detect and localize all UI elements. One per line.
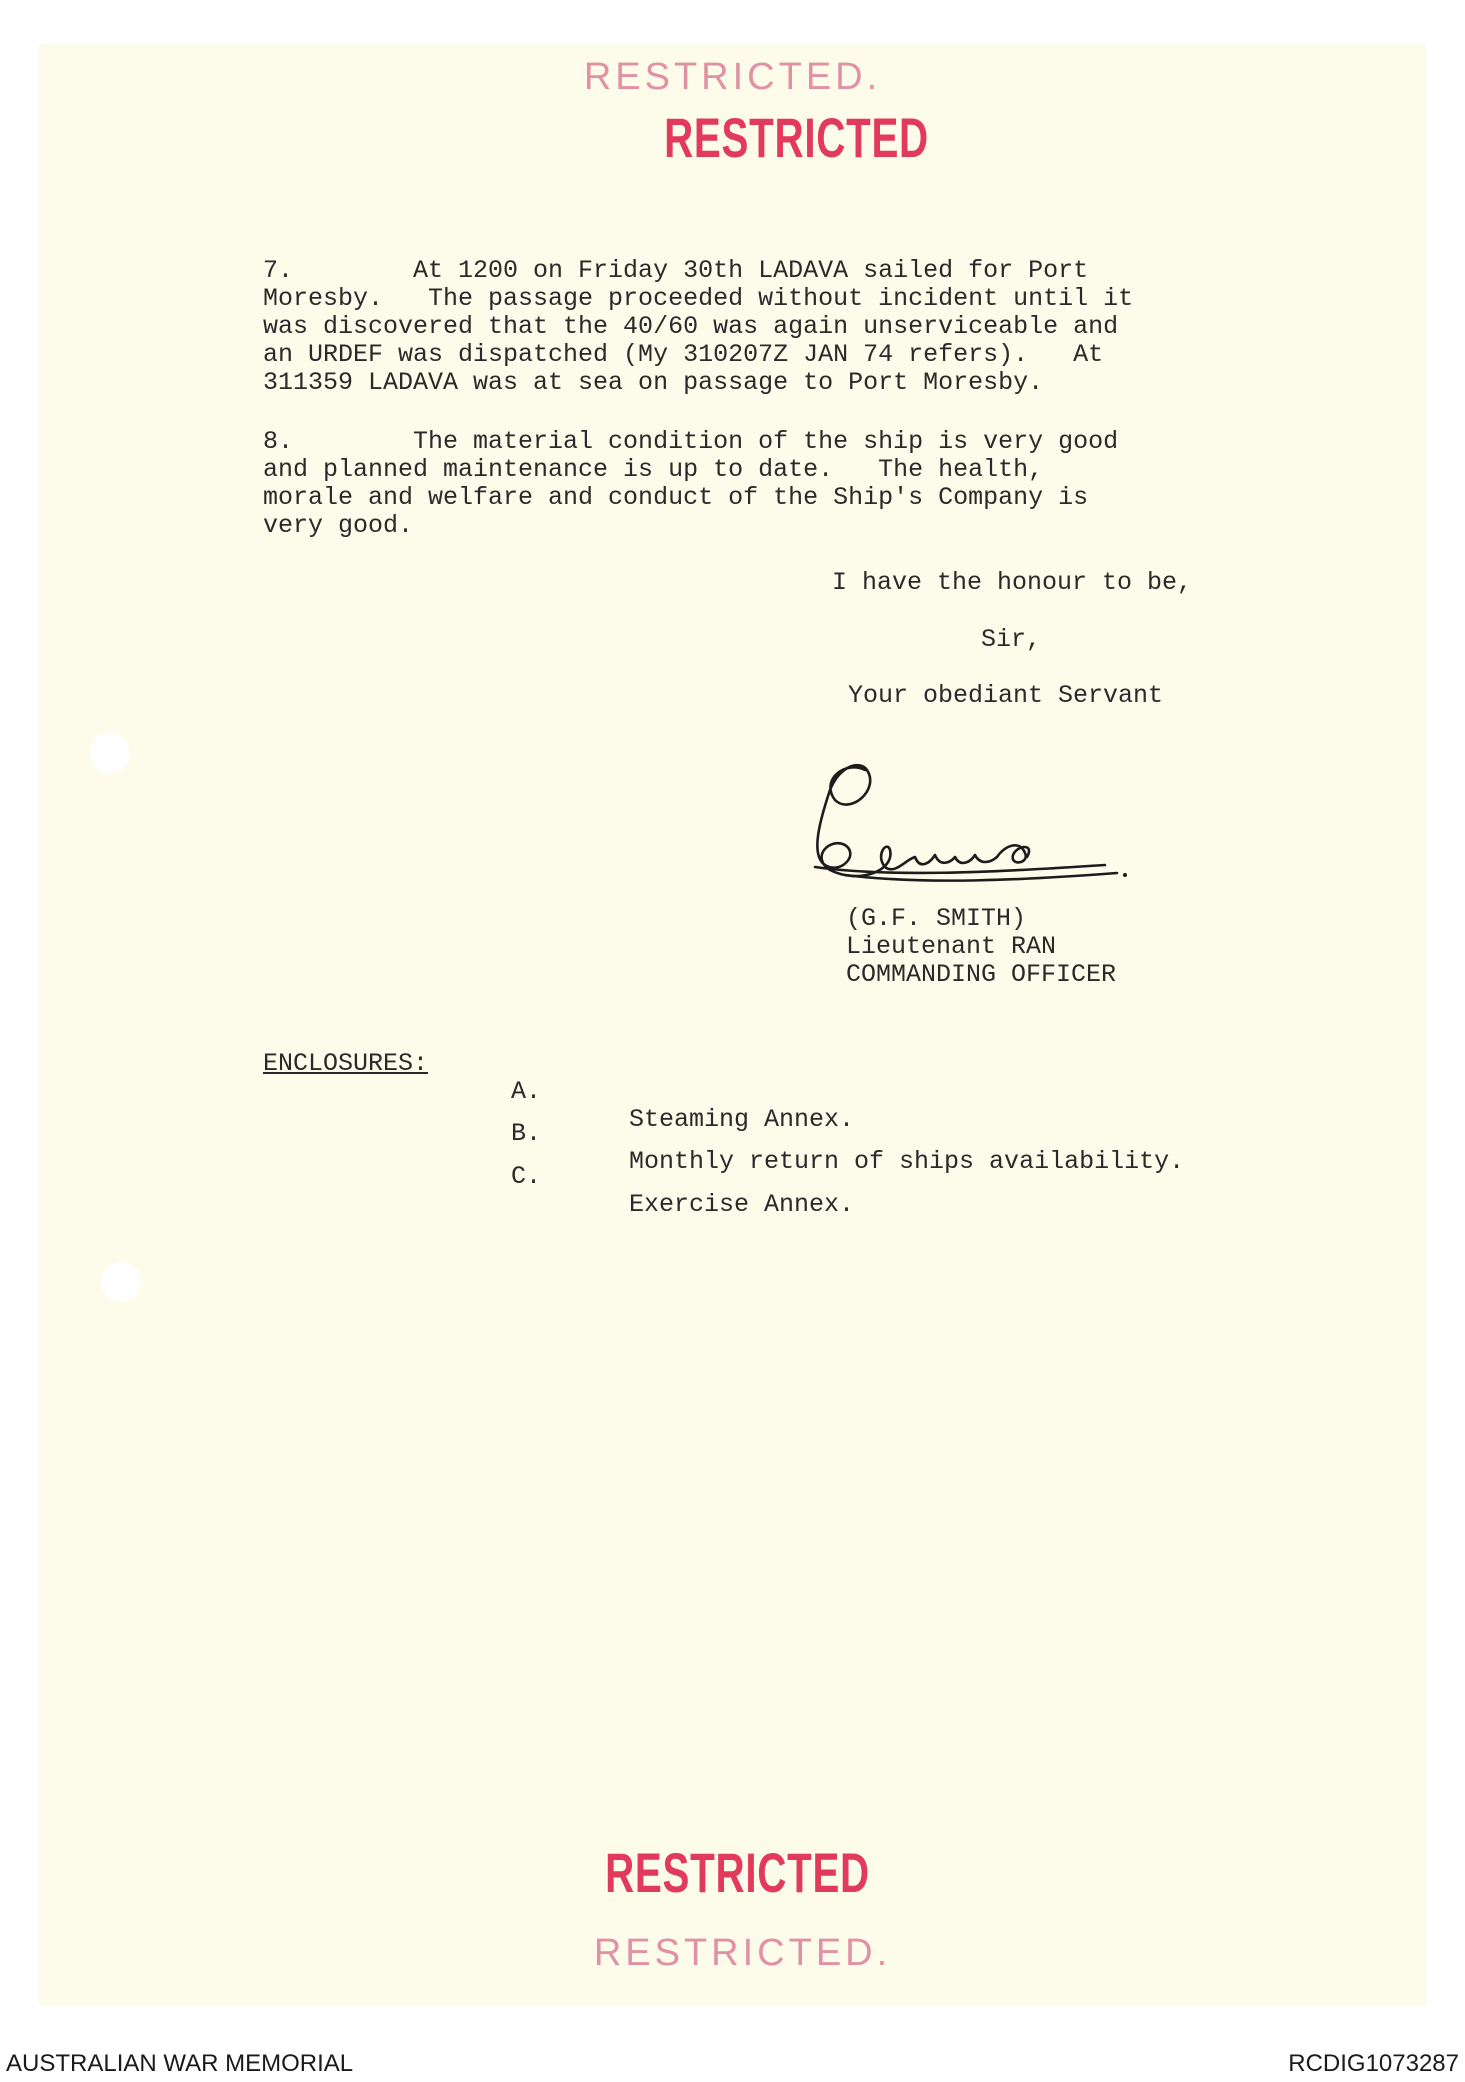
paragraph-line: Moresby. The passage proceeded without incident until it bbox=[263, 284, 1134, 313]
enclosure-letter: C. bbox=[511, 1162, 542, 1191]
closing-salutation: Sir, bbox=[981, 625, 1042, 654]
enclosure-text: Monthly return of ships availability. bbox=[629, 1147, 1185, 1176]
signatory-rank: Lieutenant RAN bbox=[846, 932, 1057, 961]
paragraph-line: very good. bbox=[263, 511, 414, 540]
closing-servant: Your obediant Servant bbox=[848, 681, 1164, 710]
paragraph-line: 311359 LADAVA was at sea on passage to Port Moresby. bbox=[263, 368, 1044, 397]
enclosures-label: ENCLOSURES: bbox=[263, 1049, 429, 1078]
paragraph-line: 8. The material condition of the ship is very good bbox=[263, 427, 1119, 456]
paragraph-line: morale and welfare and conduct of the Ship's Company is bbox=[263, 483, 1089, 512]
handwritten-signature bbox=[805, 745, 1135, 895]
closing-honour: I have the honour to be, bbox=[832, 568, 1193, 597]
enclosure-text: Steaming Annex. bbox=[629, 1105, 855, 1134]
enclosure-text: Exercise Annex. bbox=[629, 1190, 855, 1219]
punch-hole-lower bbox=[101, 1262, 141, 1302]
restricted-stamp-bottom-bold: RESTRICTED bbox=[605, 1841, 870, 1904]
paragraph-line: an URDEF was dispatched (My 310207Z JAN 74 refers). At bbox=[263, 340, 1104, 369]
enclosures-section bbox=[263, 1049, 1185, 1219]
enclosure-item bbox=[263, 1092, 1263, 1176]
enclosure-item bbox=[263, 1135, 1263, 1219]
enclosure-item bbox=[263, 1050, 1263, 1134]
paragraph-7 bbox=[263, 257, 1133, 397]
paragraph-line: 7. At 1200 on Friday 30th LADAVA sailed for Port bbox=[263, 256, 1089, 285]
footer-item-id: RCDIG1073287 bbox=[1288, 2050, 1459, 2077]
signatory-name: (G.F. SMITH) bbox=[846, 904, 1027, 933]
punch-hole-upper bbox=[90, 733, 130, 773]
footer-institution: AUSTRALIAN WAR MEMORIAL bbox=[6, 2050, 354, 2077]
paragraph-line: was discovered that the 40/60 was again unserviceable and bbox=[263, 312, 1119, 341]
paragraph-line: and planned maintenance is up to date. The health, bbox=[263, 455, 1044, 484]
paragraph-8 bbox=[263, 428, 1118, 540]
signatory-title: COMMANDING OFFICER bbox=[846, 960, 1117, 989]
restricted-stamp-top-bold: RESTRICTED bbox=[664, 106, 929, 169]
enclosure-letter: A. bbox=[511, 1077, 542, 1106]
restricted-stamp-bottom-light: RESTRICTED. bbox=[593, 1932, 892, 1974]
restricted-stamp-top-light: RESTRICTED. bbox=[583, 56, 882, 98]
signatory-block bbox=[846, 905, 1116, 989]
enclosure-letter: B. bbox=[511, 1119, 542, 1148]
